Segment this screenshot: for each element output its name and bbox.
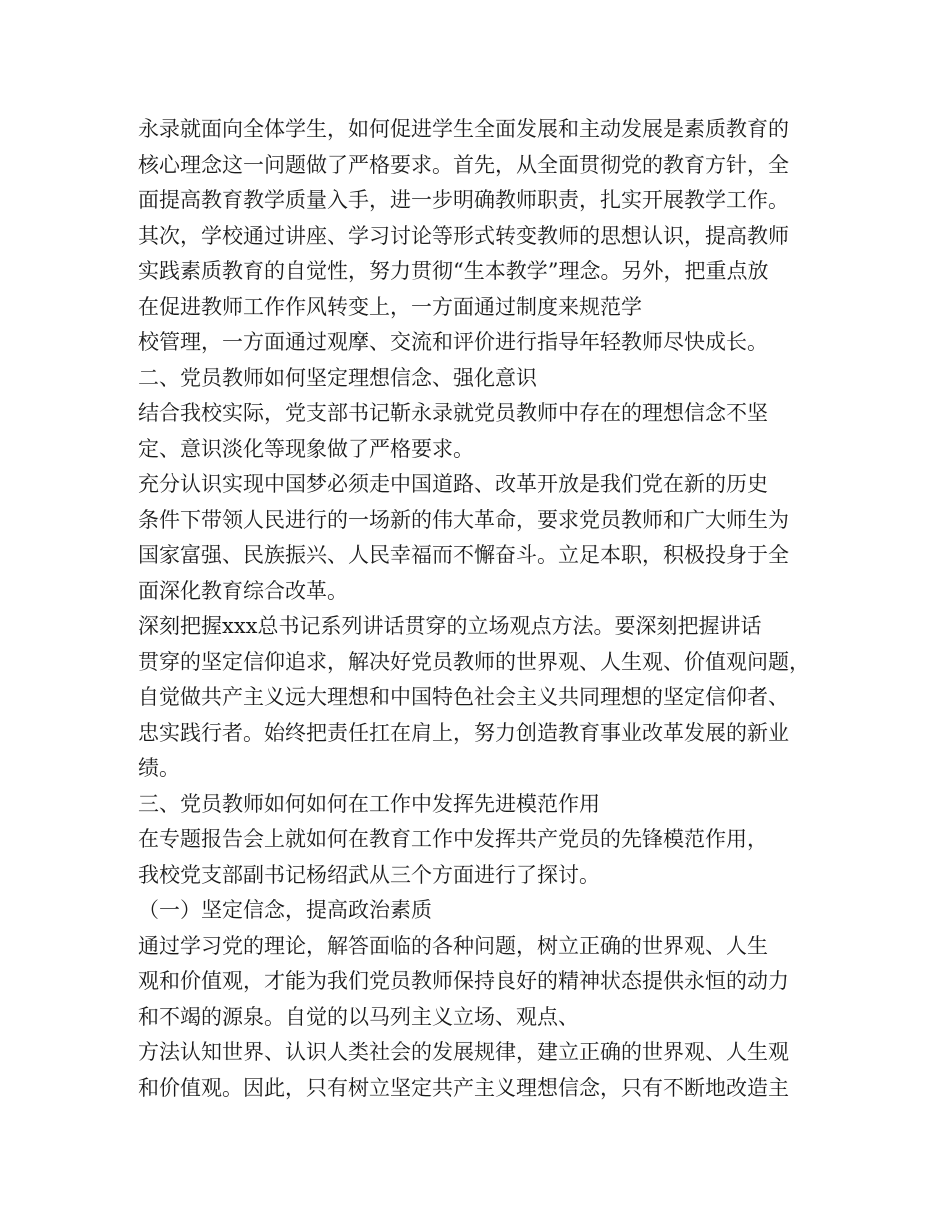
text-line: 方法认知世界、认识人类社会的发展规律，建立正确的世界观、人生观 <box>138 1040 789 1064</box>
text-line: 和不竭的源泉。自觉的以马列主义立场、观点、 <box>138 1004 579 1029</box>
text-line: 其次，学校通过讲座、学习讨论等形式转变教师的思想认识，提高教师 <box>138 223 789 248</box>
text-line: 忠实践行者。始终把责任扛在肩上，努力创造教育事业改革发展的新业 <box>138 720 789 745</box>
text-line: 核心理念这一问题做了严格要求。首先，从全面贯彻党的教育方针，全 <box>138 152 789 177</box>
text-line: 国家富强、民族振兴、人民幸福而不懈奋斗。立足本职，积极投身于全 <box>138 543 789 567</box>
text-line: 自觉做共产主义远大理想和中国特色社会主义共同理想的坚定信仰者、 <box>138 685 789 709</box>
text-line: 绩。 <box>138 756 180 780</box>
subsection-heading: （一）坚定信念，提高政治素质 <box>138 898 432 922</box>
text-line: 深刻把握xxx总书记系列讲话贯穿的立场观点方法。要深刻把握讲话 <box>138 614 762 638</box>
text-line: 永录就面向全体学生，如何促进学生全面发展和主动发展是素质教育的 <box>138 117 789 141</box>
text-line: 观和价值观，才能为我们党员教师保持良好的精神状态提供永恒的动力 <box>138 969 789 993</box>
text-line: 校管理，一方面通过观摩、交流和评价进行指导年轻教师尽快成长。 <box>138 330 768 354</box>
text-line: 贯穿的坚定信仰追求，解决好党员教师的世界观、人生观、价值观问题， <box>138 649 810 674</box>
text-line: 定、意识淡化等现象做了严格要求。 <box>138 436 474 461</box>
text-line: 实践素质教育的自觉性，努力贯彻“生本教学”理念。另外，把重点放 <box>138 259 769 283</box>
text-line: 在促进教师工作作风转变上，一方面通过制度来规范学 <box>138 294 642 319</box>
text-line: 我校党支部副书记杨绍武从三个方面进行了探讨。 <box>138 862 600 887</box>
text-line: 和价值观。因此，只有树立坚定共产主义理想信念，只有不断地改造主 <box>138 1075 789 1100</box>
section-heading: 二、党员教师如何坚定理想信念、强化意识 <box>138 365 537 390</box>
text-line: 面深化教育综合改革。 <box>138 578 348 603</box>
text-line: 面提高教育教学质量入手，进一步明确教师职责，扎实开展教学工作。 <box>138 188 789 212</box>
text-line: 条件下带领人民进行的一场新的伟大革命，要求党员教师和广大师生为 <box>138 507 789 532</box>
text-line: 结合我校实际，党支部书记靳永录就党员教师中存在的理想信念不坚 <box>138 401 768 425</box>
section-heading: 三、党员教师如何如何在工作中发挥先进模范作用 <box>138 791 600 816</box>
text-line: 在专题报告会上就如何在教育工作中发挥共产党员的先锋模范作用， <box>138 827 768 851</box>
text-line: 充分认识实现中国梦必须走中国道路、改革开放是我们党在新的历史 <box>138 472 768 496</box>
text-line: 通过学习党的理论，解答面临的各种问题，树立正确的世界观、人生 <box>138 933 768 958</box>
document-page <box>138 112 828 1106</box>
